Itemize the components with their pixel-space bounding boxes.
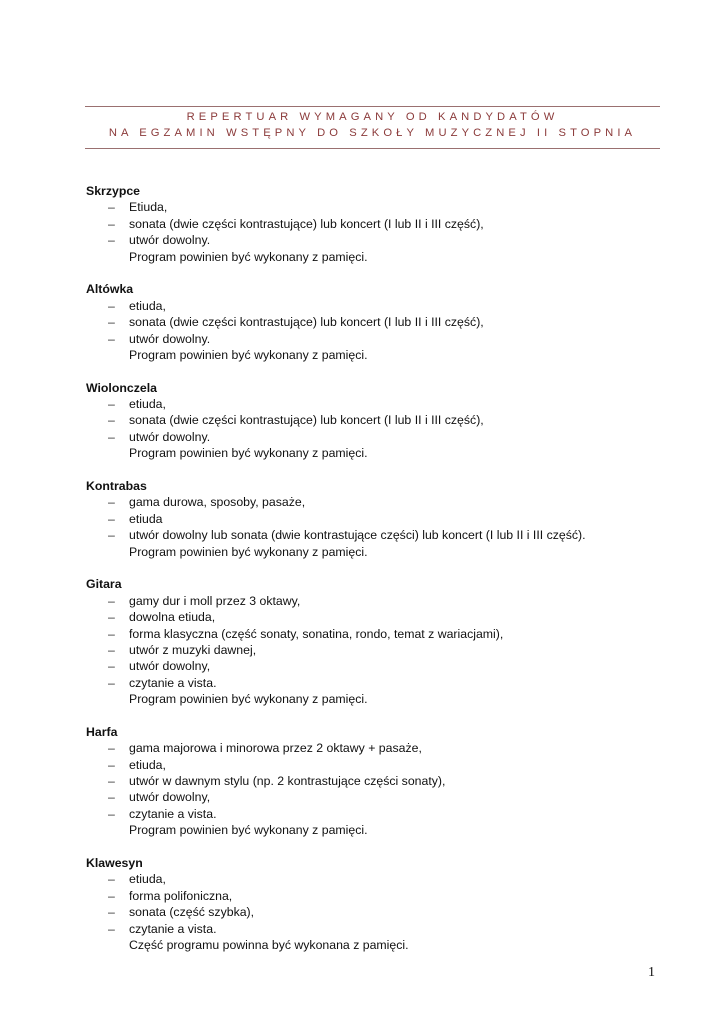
requirement-list-item [86, 199, 646, 215]
list-dash-marker: – [108, 790, 115, 805]
list-dash-marker: – [108, 642, 115, 657]
page-number: 1 [648, 965, 655, 980]
requirement-text: gamy dur i moll przez 3 oktawy, [129, 593, 301, 608]
requirement-list-item [86, 789, 646, 805]
requirement-list-item [86, 658, 646, 674]
requirement-list-item [86, 412, 646, 428]
requirement-text: utwór dowolny lub sonata (dwie kontrastujące części) lub koncert (I lub II i III część). [129, 528, 586, 543]
list-dash-marker: – [108, 774, 115, 789]
list-dash-marker: – [108, 331, 115, 346]
list-dash-marker: – [108, 233, 115, 248]
requirement-text: etiuda [129, 511, 163, 526]
memory-requirement-note: Program powinien być wykonany z pamięci. [129, 544, 368, 559]
requirement-list-item [86, 740, 646, 756]
instrument-heading: Wiolonczela [86, 380, 157, 395]
requirement-list-item [86, 675, 646, 691]
requirement-text: forma klasyczna (część sonaty, sonatina, rondo, temat z wariacjami), [129, 626, 504, 641]
memory-requirement-note: Program powinien być wykonany z pamięci. [129, 446, 368, 461]
requirement-list-item [86, 494, 646, 510]
requirement-list-item [86, 921, 646, 937]
requirement-text: utwór dowolny. [129, 233, 211, 248]
requirement-text: gama durowa, sposoby, pasaże, [129, 495, 306, 510]
memory-requirement-note: Program powinien być wykonany z pamięci. [129, 823, 368, 838]
requirement-text: utwór dowolny, [129, 659, 211, 674]
list-dash-marker: – [108, 413, 115, 428]
requirement-text: utwór dowolny, [129, 790, 211, 805]
requirement-list-item [86, 609, 646, 625]
requirement-text: Etiuda, [129, 200, 168, 215]
requirement-text: sonata (dwie części kontrastujące) lub koncert (I lub II i III część), [129, 315, 484, 330]
list-dash-marker: – [108, 528, 115, 543]
list-dash-marker: – [108, 429, 115, 444]
list-dash-marker: – [108, 675, 115, 690]
list-dash-marker: – [108, 495, 115, 510]
requirement-text: utwór dowolny. [129, 331, 211, 346]
requirement-text: sonata (dwie części kontrastujące) lub koncert (I lub II i III część), [129, 413, 484, 428]
instrument-section [86, 478, 646, 560]
requirement-list-item [86, 888, 646, 904]
list-dash-marker: – [108, 626, 115, 641]
list-dash-marker: – [108, 872, 115, 887]
instrument-heading: Harfa [86, 724, 118, 739]
requirement-list-item [86, 593, 646, 609]
requirement-text: czytanie a vista. [129, 806, 217, 821]
header-rule-bottom [85, 148, 660, 149]
requirement-text: utwór z muzyki dawnej, [129, 642, 257, 657]
requirement-list-item [86, 757, 646, 773]
requirement-text: czytanie a vista. [129, 921, 217, 936]
instrument-section [86, 724, 646, 839]
requirement-list-item [86, 232, 646, 248]
instrument-section [86, 183, 646, 265]
memory-requirement-note: Część programu powinna być wykonana z pamięci. [129, 937, 409, 952]
memory-requirement-note: Program powinien być wykonany z pamięci. [129, 347, 368, 362]
list-dash-marker: – [108, 741, 115, 756]
requirement-list-item [86, 216, 646, 232]
instrument-heading: Kontrabas [86, 479, 147, 494]
requirement-list-item [86, 773, 646, 789]
instrument-section [86, 380, 646, 462]
requirement-list-item [86, 511, 646, 527]
memory-requirement-note: Program powinien być wykonany z pamięci. [129, 692, 368, 707]
requirement-list-item [86, 806, 646, 822]
instrument-heading: Klawesyn [86, 856, 143, 871]
requirement-text: sonata (dwie części kontrastujące) lub koncert (I lub II i III część), [129, 216, 484, 231]
requirement-list-item [86, 871, 646, 887]
list-dash-marker: – [108, 593, 115, 608]
instrument-section [86, 576, 646, 707]
instrument-heading: Altówka [86, 282, 134, 297]
list-dash-marker: – [108, 888, 115, 903]
requirement-list-item [86, 429, 646, 445]
list-dash-marker: – [108, 659, 115, 674]
list-dash-marker: – [108, 216, 115, 231]
list-dash-marker: – [108, 511, 115, 526]
list-dash-marker: – [108, 200, 115, 215]
requirement-text: forma polifoniczna, [129, 888, 233, 903]
requirement-text: utwór w dawnym stylu (np. 2 kontrastujące części sonaty), [129, 774, 446, 789]
requirement-text: etiuda, [129, 298, 166, 313]
memory-requirement-note: Program powinien być wykonany z pamięci. [129, 249, 368, 264]
instrument-heading: Gitara [86, 577, 122, 592]
list-dash-marker: – [108, 397, 115, 412]
requirement-text: czytanie a vista. [129, 675, 217, 690]
list-dash-marker: – [108, 905, 115, 920]
list-dash-marker: – [108, 610, 115, 625]
header-rule-top [85, 106, 660, 107]
list-dash-marker: – [108, 806, 115, 821]
list-dash-marker: – [108, 921, 115, 936]
requirement-list-item [86, 626, 646, 642]
requirement-list-item [86, 527, 646, 543]
instrument-heading: Skrzypce [86, 184, 141, 198]
requirement-text: etiuda, [129, 397, 166, 412]
requirement-text: utwór dowolny. [129, 429, 211, 444]
list-dash-marker: – [108, 757, 115, 772]
requirement-list-item [86, 904, 646, 920]
list-dash-marker: – [108, 315, 115, 330]
requirement-list-item [86, 642, 646, 658]
requirement-text: gama majorowa i minorowa przez 2 oktawy + pasaże, [129, 741, 422, 756]
list-dash-marker: – [108, 298, 115, 313]
document-title-line-2: NA EGZAMIN WSTĘPNY DO SZKOŁY MUZYCZNEJ II STOPNIA [108, 127, 637, 139]
requirement-list-item [86, 314, 646, 330]
requirement-list-item [86, 396, 646, 412]
instrument-section [86, 855, 646, 953]
document-title-line-1: REPERTUAR WYMAGANY OD KANDYDATÓW [186, 111, 559, 123]
requirement-text: sonata (część szybka), [129, 905, 255, 920]
instrument-section [86, 281, 646, 363]
requirement-list-item [86, 331, 646, 347]
requirement-text: dowolna etiuda, [129, 610, 216, 625]
requirement-list-item [86, 298, 646, 314]
requirement-text: etiuda, [129, 872, 166, 887]
requirement-text: etiuda, [129, 757, 166, 772]
document-body [86, 183, 646, 970]
